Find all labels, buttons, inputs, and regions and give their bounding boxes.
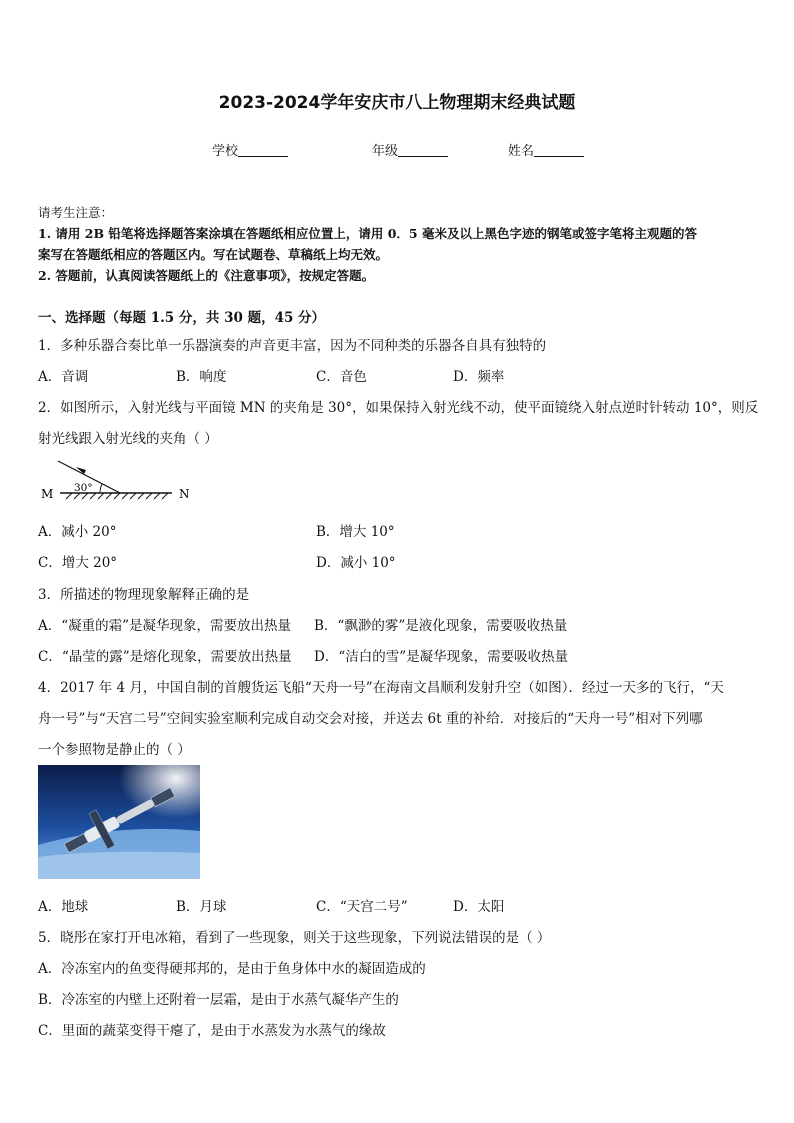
grade-blank[interactable] [398,142,448,157]
angle-arc [100,484,102,493]
question-2-stem-2: 射光线跟入射光线的夹角（ ） [38,431,218,447]
grade-label: 年级 [372,144,399,159]
q3-option-a[interactable]: A．“凝重的霜”是凝华现象，需要放出热量 [38,618,292,634]
question-4-stem-3: 一个参照物是静止的（ ） [38,742,191,758]
q2-option-a[interactable]: A．减小 20° [38,524,117,540]
question-4-stem-1: 4．2017 年 4 月，中国自制的首艘货运飞船“天舟一号”在海南文昌顺利发射升空（如图）．经过一天多的飞行，“天 [38,680,724,696]
page-title: 2023-2024学年安庆市八上物理期末经典试题 [218,93,576,113]
q5-option-b[interactable]: B．冷冻室的内壁上还附着一层霜，是由于水蒸气凝华产生的 [38,992,399,1008]
name-label: 姓名 [508,144,535,159]
mirror-label-n: N [179,487,190,501]
q1-option-a[interactable]: A．音调 [38,369,89,385]
notice-line-1b: 案写在答题纸相应的答题区内。写在试题卷、草稿纸上均无效。 [38,247,389,262]
q4-option-c[interactable]: C．“天宫二号” [316,899,408,915]
question-4-stem-2: 舟一号”与“天宫二号”空间实验室顺利完成自动交会对接，并送去 6t 重的补给．对接后的“天舟一号”相对下列哪 [38,711,703,727]
q4-option-a[interactable]: A．地球 [38,899,89,915]
grade-field [372,140,448,159]
q2-option-c[interactable]: C．增大 20° [38,555,118,571]
q1-option-c[interactable]: C．音色 [316,369,367,385]
q2-option-d[interactable]: D．减小 10° [316,555,396,571]
question-2-stem-1: 2．如图所示，入射光线与平面镜 MN 的夹角是 30°，如果保持入射光线不动，使平面镜绕入射点逆时针转动 10°，则反 [38,400,759,416]
section-heading: 一、选择题（每题 1.5 分，共 30 题，45 分） [38,310,326,326]
q4-option-b[interactable]: B．月球 [176,899,227,915]
mirror-label-m: M [41,487,54,501]
q1-option-b[interactable]: B．响度 [176,369,227,385]
name-blank[interactable] [534,142,584,157]
q5-option-a[interactable]: A．冷冻室内的鱼变得硬邦邦的，是由于鱼身体中水的凝固造成的 [38,961,426,977]
question-3-stem: 3．所描述的物理现象解释正确的是 [38,587,250,603]
notice-line-1a: 1. 请用 2B 铅笔将选择题答案涂填在答题纸相应位置上，请用 0．5 毫米及以上黑色字迹的钢笔或签字笔将主观题的答 [38,226,697,241]
angle-label: 30° [74,482,93,494]
notice-line-2: 2. 答题前，认真阅读答题纸上的《注意事项》，按规定答题。 [38,268,375,283]
spacecraft-photo [38,765,200,879]
school-label: 学校 [212,144,239,159]
mirror-diagram [38,456,198,506]
q3-option-d[interactable]: D．“洁白的雪”是凝华现象，需要吸收热量 [314,649,569,665]
q3-option-b[interactable]: B．“飘渺的雾”是液化现象，需要吸收热量 [314,618,568,634]
question-1-stem: 1．多种乐器合奏比单一乐器演奏的声音更丰富，因为不同种类的乐器各自具有独特的 [38,338,547,354]
school-blank[interactable] [238,142,288,157]
q4-option-d[interactable]: D．太阳 [453,899,505,915]
question-5-stem: 5．晓彤在家打开电冰箱，看到了一些现象，则关于这些现象，下列说法错误的是（ ） [38,930,551,946]
notice-heading: 请考生注意： [38,205,114,220]
q3-option-c[interactable]: C．“晶莹的露”是熔化现象，需要放出热量 [38,649,292,665]
q2-option-b[interactable]: B．增大 10° [316,524,395,540]
school-field [212,140,288,159]
q5-option-c[interactable]: C．里面的蔬菜变得干瘪了，是由于水蒸发为水蒸气的缘故 [38,1023,386,1039]
name-field [508,140,584,159]
q1-option-d[interactable]: D．频率 [453,369,505,385]
